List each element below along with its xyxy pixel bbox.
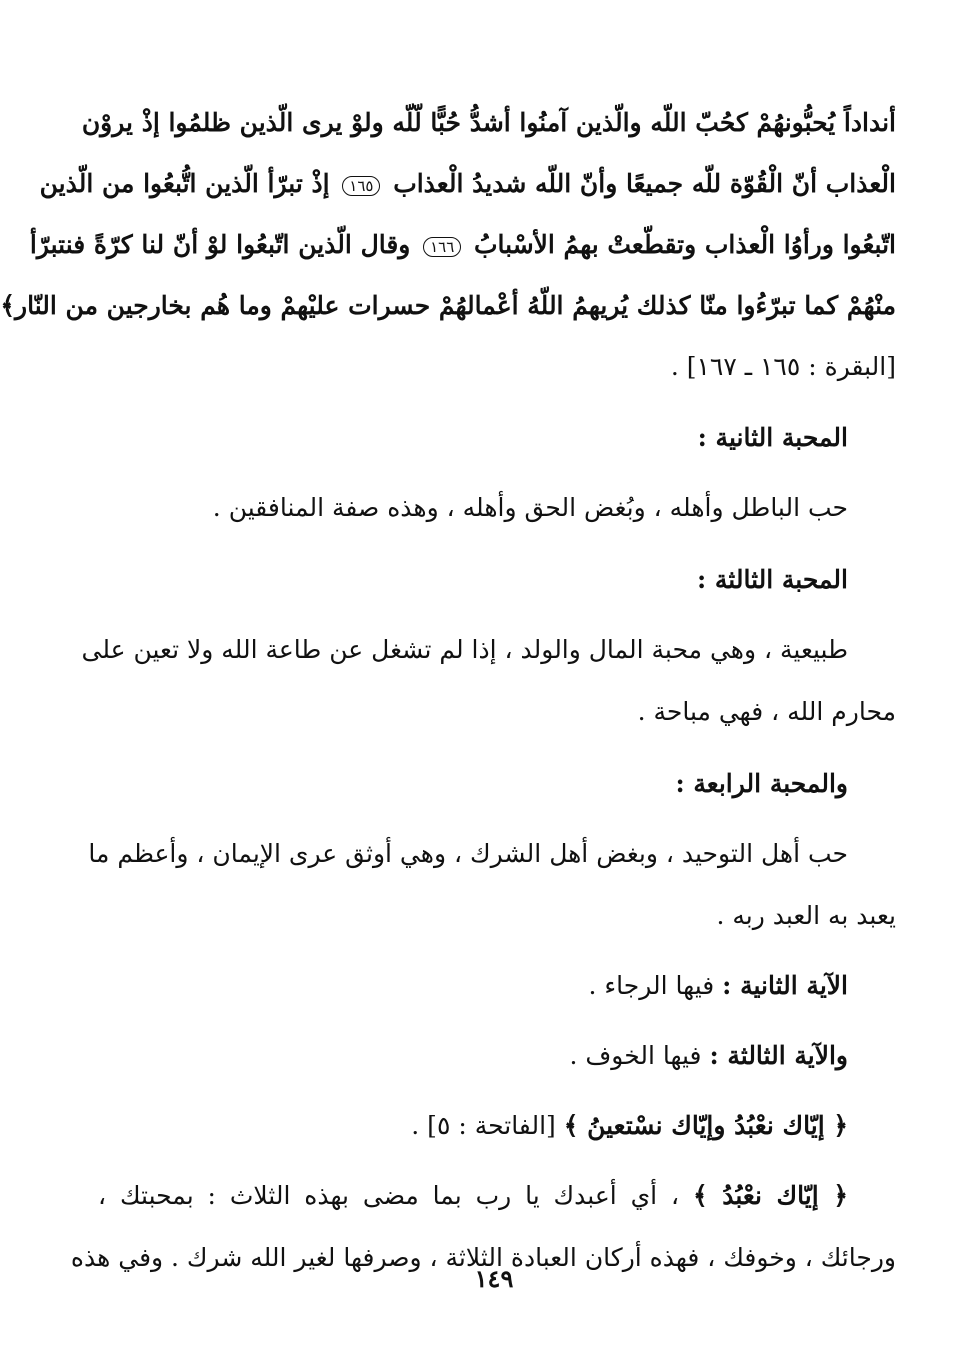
fourth-love-line-1: حب أهل التوحيد ، وبغض أهل الشرك ، وهي أوثق عرى الإيمان ، وأعظم ما bbox=[88, 839, 848, 868]
third-ayah-label: والآية الثالثة : bbox=[709, 1041, 848, 1070]
fatiha-line bbox=[98, 1095, 896, 1157]
fourth-love-text bbox=[88, 823, 896, 947]
second-ayah-label: الآية الثانية : bbox=[722, 971, 848, 1000]
fatiha-citation: [الفاتحة : ٥] . bbox=[411, 1111, 556, 1140]
quran-line-1: أنداداً يُحبُّونهُمْ كحُبّ اللّه والّذين آمنُوا أشدُّ حُبًّا لّلّه ولوْ يرى الّذين ظلمُوا إذْ يروْن bbox=[81, 108, 896, 137]
second-ayah-line bbox=[98, 955, 896, 1017]
fatiha-quote: ﴿ إيّاك نعْبُدُ وإيّاك نسْتعينُ ﴾ bbox=[563, 1111, 848, 1140]
fourth-love-heading: والمحبة الرابعة : bbox=[675, 769, 848, 798]
quran-verse-block bbox=[0, 92, 896, 397]
quran-line-2-part-b: إذْ تبرّأ الّذين اتُّبعُوا من الّذين bbox=[39, 169, 330, 198]
third-ayah-text: فيها الخوف . bbox=[569, 1041, 702, 1070]
iyyaka-line-1 bbox=[98, 1165, 896, 1227]
quran-line-2-part-a: الْعذاب أنّ الْقُوّة للّه جميعًا وأنّ اللّه شديدُ الْعذاب bbox=[393, 169, 896, 198]
third-love-text bbox=[81, 619, 896, 743]
ayah-number-166: ١٦٦ bbox=[423, 237, 461, 257]
quran-citation: [البقرة : ١٦٥ ـ ١٦٧] . bbox=[670, 352, 896, 381]
page-number: ١٤٩ bbox=[474, 1264, 514, 1293]
quran-line-3-part-a: اتّبعُوا ورأوُا الْعذاب وتقطّعتْ بهمُ الأسْبابُ bbox=[474, 230, 896, 259]
iyyaka-line-2: ورجائك ، وخوفك ، فهذه أركان العبادة الثلاثة ، وصرفها لغير الله شرك . وفي هذه bbox=[70, 1243, 896, 1272]
fourth-love-line-2: يعبد به العبد ربه . bbox=[716, 901, 896, 930]
third-love-heading: المحبة الثالثة : bbox=[696, 565, 848, 594]
ayah-number-165: ١٦٥ bbox=[342, 176, 380, 196]
second-ayah-text: فيها الرجاء . bbox=[588, 971, 715, 1000]
quran-line-3-part-b: وقال الّذين اتّبعُوا لوْ أنّ لنا كرّةً فنتبرّأ bbox=[29, 230, 411, 259]
quran-line-2 bbox=[39, 153, 896, 214]
second-love-heading: المحبة الثانية : bbox=[697, 423, 848, 452]
quran-line-3 bbox=[29, 214, 896, 275]
third-love-line-2: محارم الله ، فهي مباحة . bbox=[637, 697, 896, 726]
iyyaka-line-1-text: ، أي أعبدك يا رب بما مضى بهذه الثلاث : بمحبتك ، bbox=[98, 1181, 680, 1210]
page-content bbox=[0, 92, 896, 1289]
iyyaka-quote: ﴿ إيّاك نعْبُدُ ﴾ bbox=[692, 1181, 848, 1210]
quran-line-4: منْهُمْ كما تبرّءُوا منّا كذلك يُريهمُ اللّهُ أعْمالهُمْ حسرات عليْهمْ وما هُم بخارجين من النّار﴾ bbox=[0, 291, 896, 320]
third-ayah-line bbox=[98, 1025, 896, 1087]
second-love-text: حب الباطل وأهله ، وبُغض الحق وأهله ، وهذه صفة المنافقين . bbox=[212, 493, 848, 522]
third-love-line-1: طبيعية ، وهي محبة المال والولد ، إذا لم تشغل عن طاعة الله ولا تعين على bbox=[81, 635, 848, 664]
